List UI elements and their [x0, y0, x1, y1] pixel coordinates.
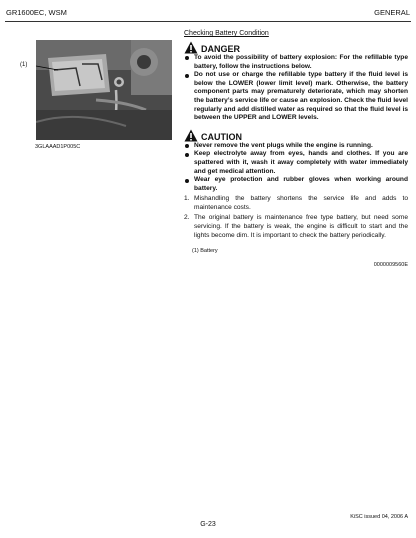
step-number: 1. [184, 195, 190, 203]
warning-triangle-icon [184, 129, 198, 142]
danger-heading [184, 41, 408, 54]
caution-bullet-text: Never remove the vent plugs while the engine is running. [194, 141, 373, 149]
page-number: G-23 [200, 521, 216, 528]
danger-bullet-text: To avoid the possibility of battery explosion: For the refillable type battery, follow the instructions below. [194, 54, 408, 70]
bullet-dot [185, 179, 189, 183]
caution-bullet [184, 176, 408, 193]
step-text: The original battery is maintenance free type battery, but need some servicing. If the battery is weak, the engine is difficult to start and the lights become dim. It is important to check the battery periodically. [194, 214, 408, 240]
bullet-dot [185, 56, 189, 60]
text-column [184, 30, 408, 268]
step-item [184, 194, 408, 212]
section-title: Checking Battery Condition [184, 30, 269, 37]
battery-photo [36, 40, 172, 140]
figure-caption: (1) Battery [192, 248, 218, 255]
battery-photo-drawing [36, 40, 172, 140]
figure-code: 3GLAAAD1P005C [35, 144, 81, 150]
caution-word: CAUTION [201, 131, 242, 142]
caution-heading [184, 129, 408, 142]
bullet-dot [185, 153, 189, 157]
caution-bullet-text: Keep electrolyte away from eyes, hands and clothes. If you are spattered with it, wash it away completely with water immediately and get medical attention. [194, 150, 408, 175]
danger-bullet [184, 54, 408, 71]
danger-bullet-text: Do not use or charge the refillable type battery if the fluid level is below the LOWER (lower limit level) mark. Otherwise, the battery component parts may prematurely deteriorate, which may shorten the battery’s service life or cause an explosion. Check the fluid level regularly and add distilled water as required so that the fluid level is between the UPPER and LOWER levels. [194, 71, 408, 122]
issue-note: KiSC issued 04, 2006 A [350, 514, 408, 520]
document-code: 0000009560E [373, 262, 408, 269]
step-number: 2. [184, 214, 190, 222]
step-text: Mishandling the battery shortens the service life and adds to maintenance costs. [194, 195, 408, 212]
caution-bullet [184, 142, 408, 151]
bullet-dot [185, 144, 189, 148]
danger-word: DANGER [201, 44, 241, 54]
caution-bullet-text: Wear eye protection and rubber gloves when working around battery. [194, 176, 408, 192]
danger-bullet [184, 71, 408, 123]
header-model: GR1600EC, WSM [6, 8, 67, 17]
step-item [184, 213, 408, 240]
header-rule [5, 21, 411, 22]
caution-bullet [184, 150, 408, 176]
warning-triangle-icon [184, 41, 198, 54]
header-section: GENERAL [374, 8, 410, 17]
figure-callout: (1) [20, 62, 28, 68]
bullet-dot [185, 74, 189, 78]
